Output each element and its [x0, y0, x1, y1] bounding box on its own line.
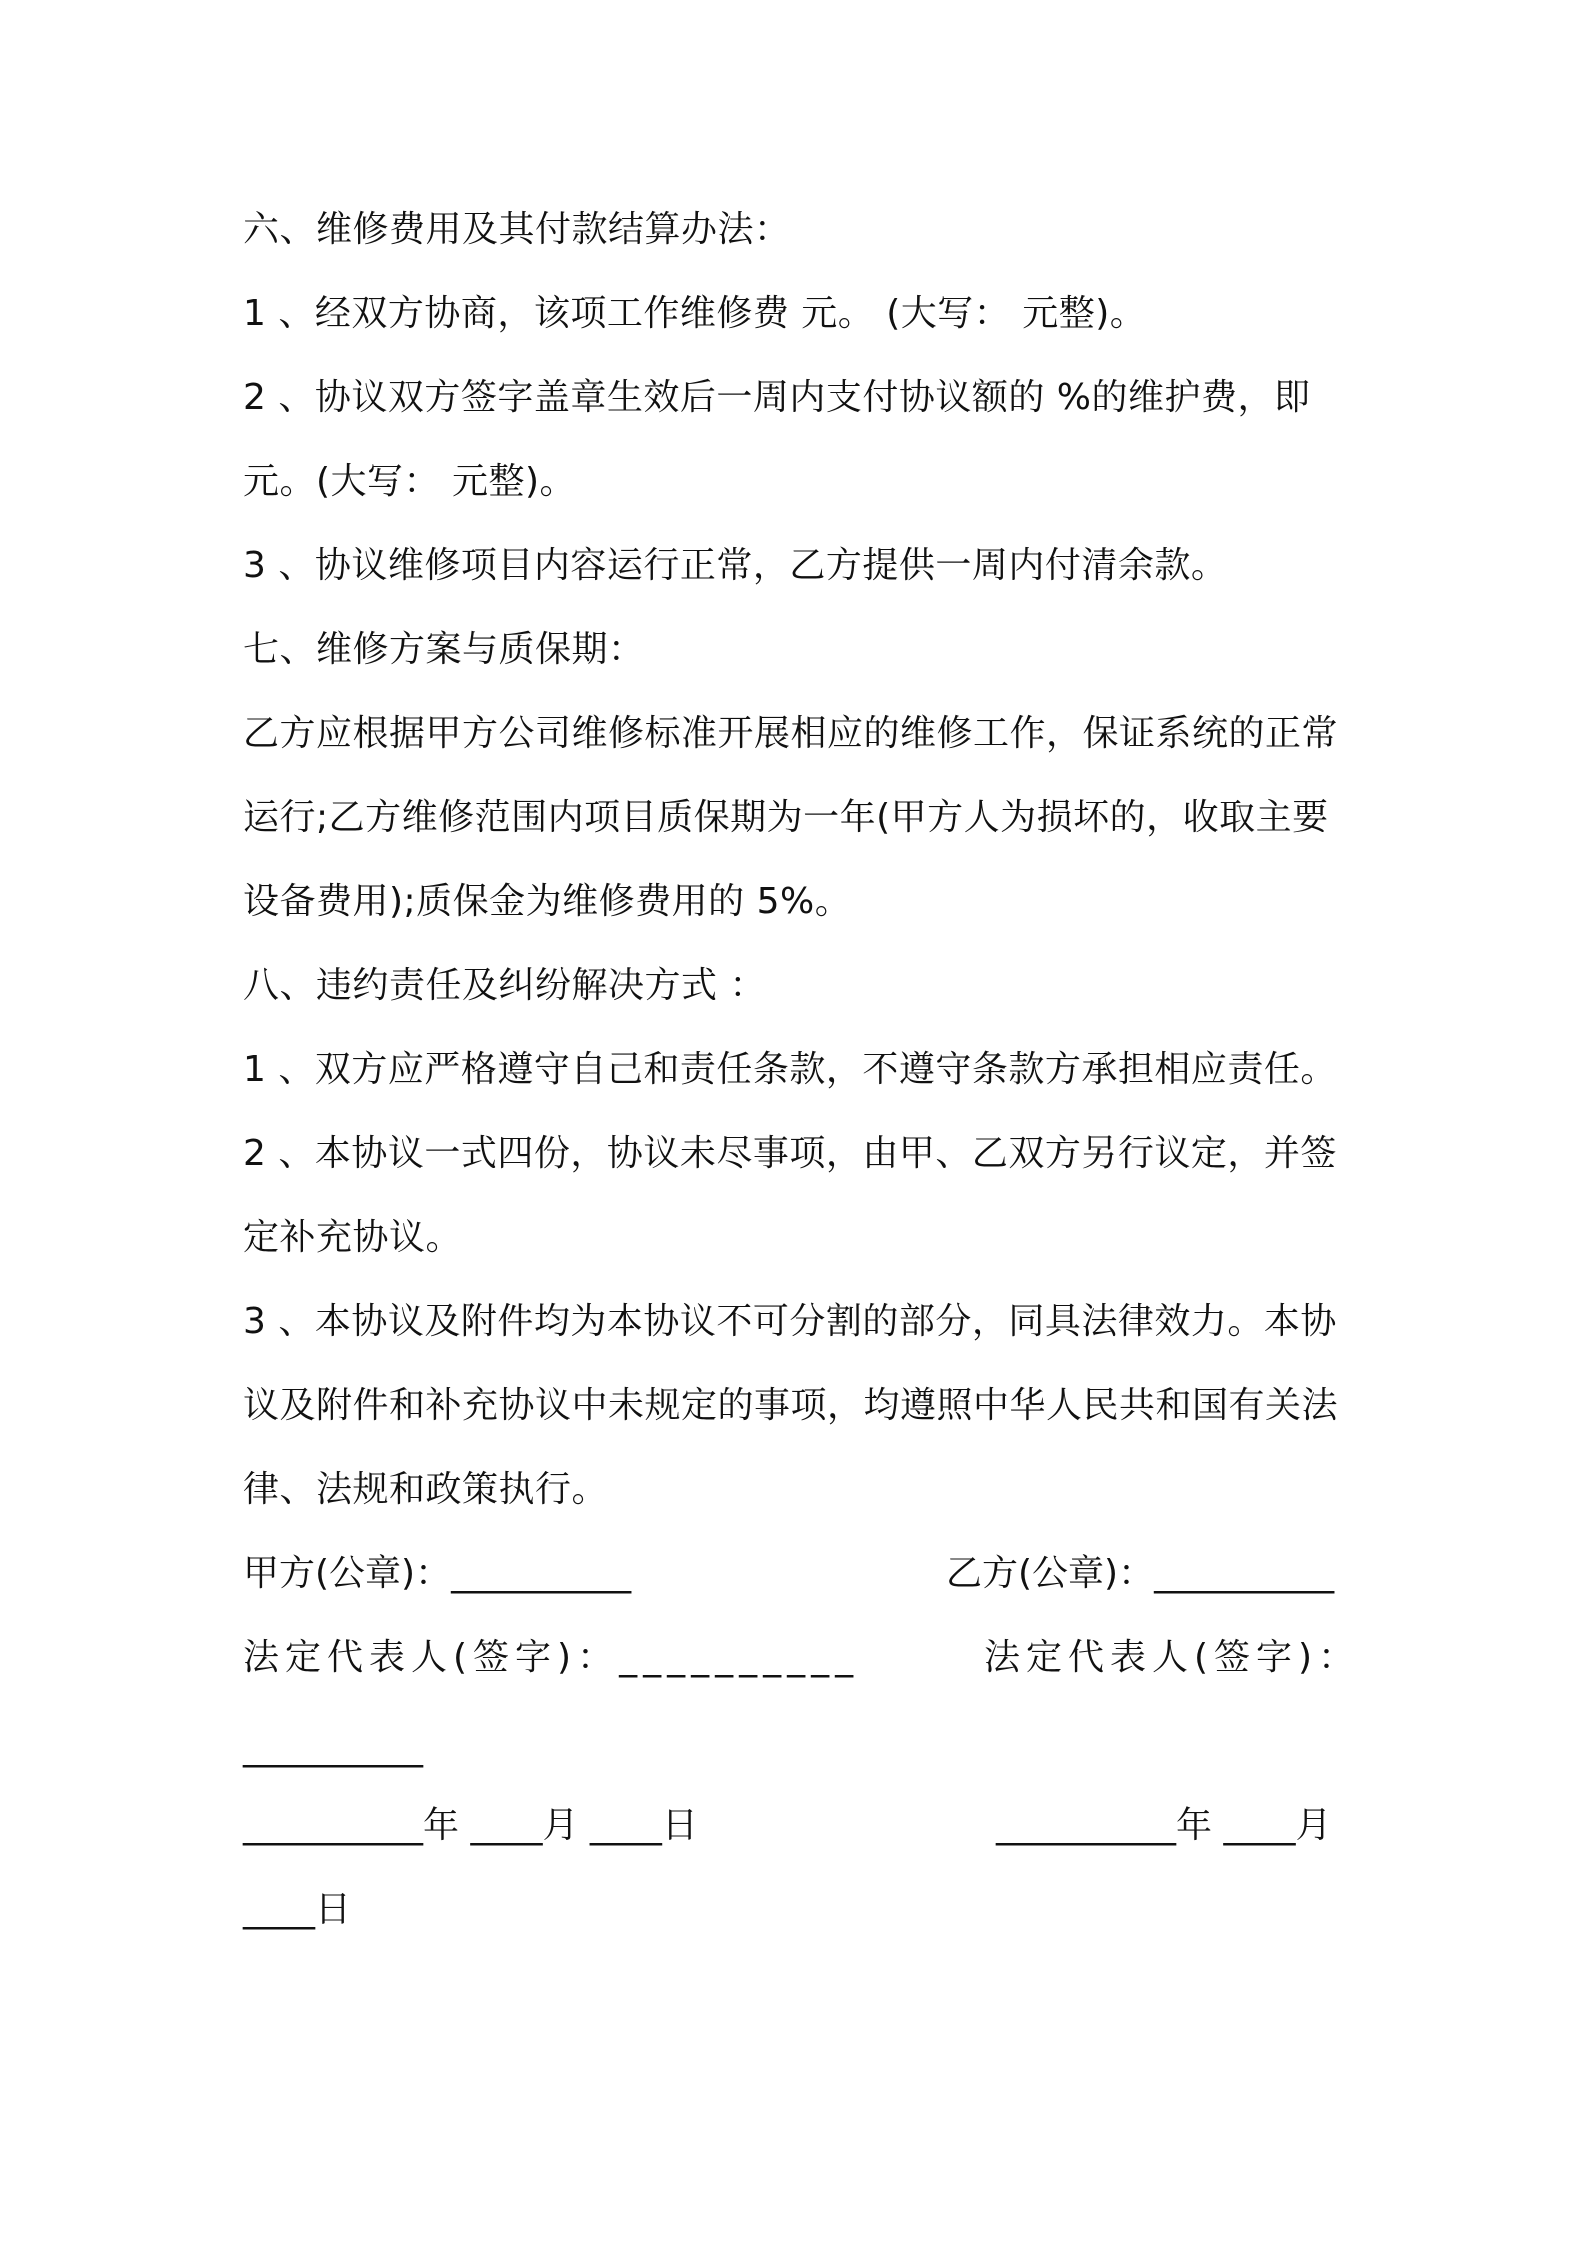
- party-a-date: __________年 ____月 ____日: [243, 1805, 698, 1846]
- clause-6-2-cont: 元。(大写： 元整)。: [243, 461, 577, 502]
- party-b-representative: 法定代表人(签字)：: [984, 1637, 1361, 1678]
- section-6-heading: 六、维修费用及其付款结算办法：: [243, 209, 791, 250]
- section-7-heading: 七、维修方案与质保期：: [243, 629, 645, 670]
- section-7-text-3: 设备费用);质保金为维修费用的 5%。: [243, 881, 852, 922]
- section-7-text-2: 运行;乙方维修范围内项目质保期为一年(甲方人为损坏的，收取主要: [243, 797, 1329, 838]
- clause-6-1: 1 、经双方协商，该项工作维修费 元。 (大写： 元整)。: [243, 293, 1147, 334]
- party-b-date: __________年 ____月: [996, 1805, 1332, 1846]
- clause-6-3: 3 、协议维修项目内容运行正常，乙方提供一周内付清余款。: [243, 545, 1228, 586]
- party-b-seal: 乙方(公章)：__________: [946, 1553, 1335, 1594]
- clause-8-2-cont: 定补充协议。: [243, 1217, 463, 1258]
- party-b-date-day: ____日: [243, 1889, 352, 1930]
- clause-8-1: 1 、双方应严格遵守自己和责任条款，不遵守条款方承担相应责任。: [243, 1049, 1337, 1090]
- clause-8-2: 2 、本协议一式四份，协议未尽事项，由甲、乙双方另行议定，并签: [243, 1133, 1337, 1174]
- section-8-heading: 八、违约责任及纠纷解决方式 ：: [243, 965, 766, 1006]
- party-a-seal: 甲方(公章)：__________: [243, 1553, 632, 1594]
- party-b-representative-line: __________: [243, 1727, 423, 1768]
- clause-8-3-cont-2: 律、法规和政策执行。: [243, 1469, 609, 1510]
- clause-8-3-cont-1: 议及附件和补充协议中未规定的事项，均遵照中华人民共和国有关法: [243, 1385, 1339, 1426]
- clause-8-3: 3 、本协议及附件均为本协议不可分割的部分，同具法律效力。本协: [243, 1301, 1337, 1342]
- clause-6-2: 2 、协议双方签字盖章生效后一周内支付协议额的 %的维护费，即: [243, 377, 1311, 418]
- party-a-representative: 法定代表人(签字)：__________: [243, 1637, 860, 1678]
- section-7-text-1: 乙方应根据甲方公司维修标准开展相应的维修工作，保证系统的正常: [243, 713, 1339, 754]
